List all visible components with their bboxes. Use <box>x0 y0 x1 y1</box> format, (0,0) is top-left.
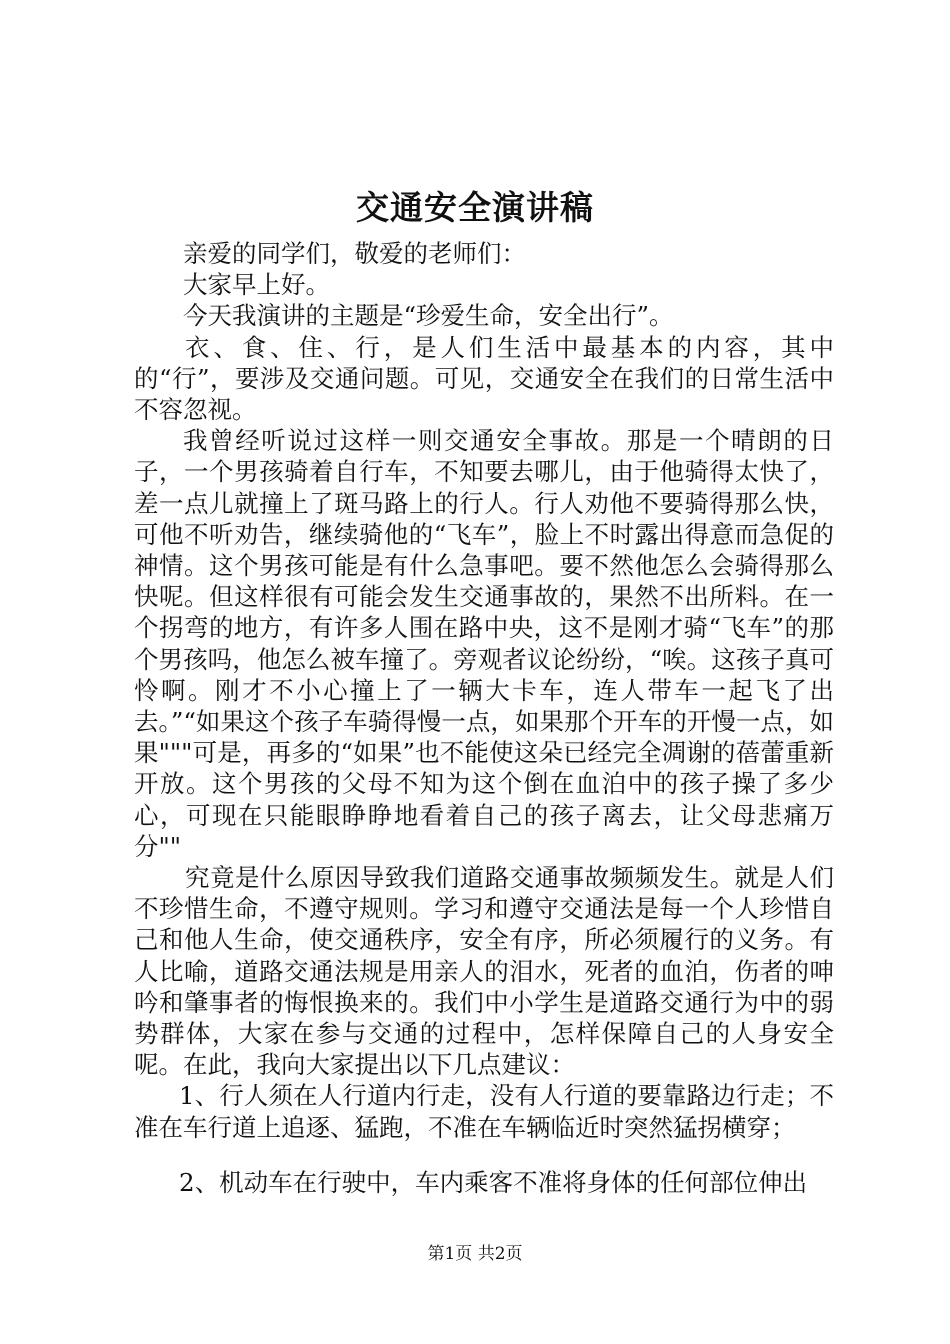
paragraph-gap <box>134 1143 834 1167</box>
salutation-paragraph: 亲爱的同学们，敬爱的老师们： <box>183 239 526 268</box>
document-body <box>134 238 834 1198</box>
suggestion-item-1: 1、行人须在人行道内行走，没有人行道的要靠路边行走；不准在车行道上追逐、猛跑，不准在车辆临近时突然猛拐横穿； <box>134 1081 834 1142</box>
document-title: 交通安全演讲稿 <box>356 188 594 227</box>
reason-paragraph: 究竟是什么原因导致我们道路交通事故频频发生。就是人们不珍惜生命，不遵守规则。学习和遵守交通法是每一个人珍惜自己和他人生命，使交通秩序，安全有序，所必须履行的义务。有人比喻，道路交通法规是用亲人的泪水，死者的血泊，伤者的呻吟和肇事者的悔恨换来的。我们中小学生是道路交通行为中的弱势群体，大家在参与交通的过程中，怎样保障自己的人身安全呢。在此，我向大家提出以下几点建议： <box>134 863 834 1080</box>
suggestion-item-2: 2、机动车在行驶中，车内乘客不准将身体的任何部位伸出 <box>179 1167 808 1197</box>
story-paragraph: 我曾经听说过这样一则交通安全事故。那是一个晴朗的日子，一个男孩骑着自行车，不知要去哪儿，由于他骑得太快了，差一点儿就撞上了斑马路上的行人。行人劝他不要骑得那么快，可他不听劝告，继续骑他的“飞车”，脸上不时露出得意而急促的神情。这个男孩可能是有什么急事吧。要不然他怎么会骑得那么快呢。但这样很有可能会发生交通事故的，果然不出所料。在一个拐弯的地方，有许多人围在路中央，这不是刚才骑“飞车”的那个男孩吗，他怎么被车撞了。旁观者议论纷纷，“唉。这孩子真可怜啊。刚才不小心撞上了一辆大卡车，连人带车一起飞了出去。”“如果这个孩子车骑得慢一点，如果那个开车的开慢一点，如果"""可是，再多的“如果”也不能使这朵已经完全凋谢的蓓蕾重新开放。这个男孩的父母不知为这个倒在血泊中的孩子操了多少心，可现在只能眼睁睁地看着自己的孩子离去，让父母悲痛万分"" <box>134 426 834 861</box>
intro-paragraph: 衣、食、住、行，是人们生活中最基本的内容，其中的“行”，要涉及交通问题。可见，交通安全在我们的日常生活中不容忽视。 <box>134 332 834 425</box>
page-number-footer: 第1页 共2页 <box>427 1244 523 1264</box>
theme-paragraph: 今天我演讲的主题是“珍爱生命，安全出行”。 <box>183 301 674 331</box>
greeting-paragraph: 大家早上好。 <box>183 270 330 300</box>
